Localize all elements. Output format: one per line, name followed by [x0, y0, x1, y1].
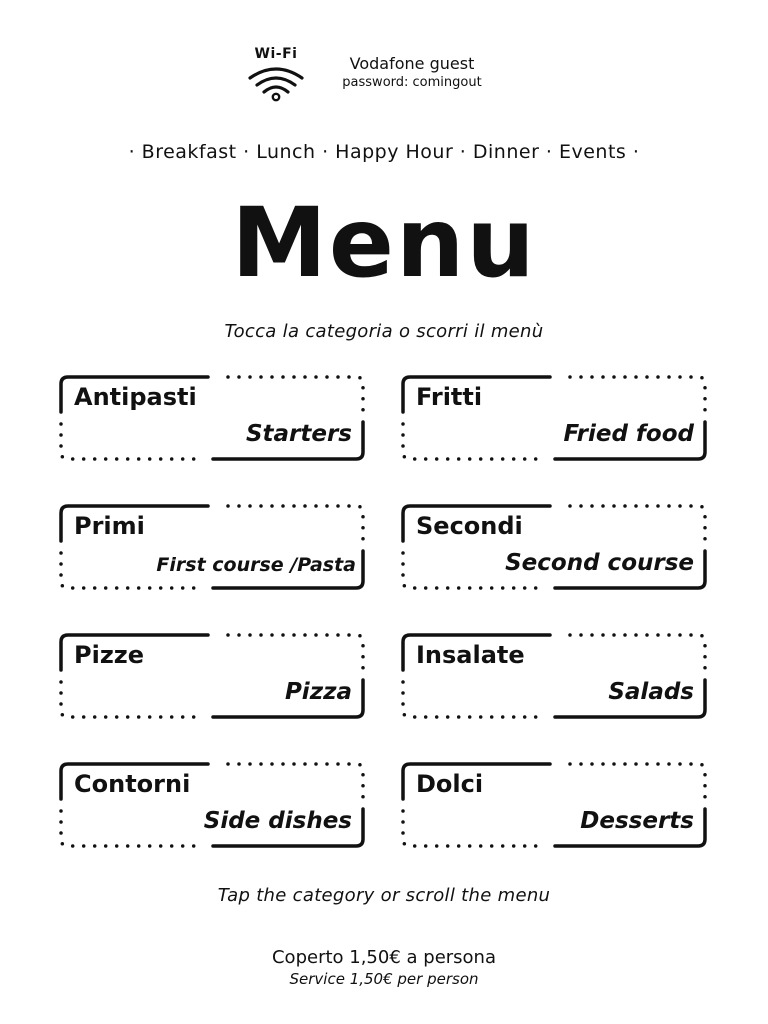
category-card-dolci[interactable]: [400, 761, 708, 849]
category-name-it: Insalate: [416, 641, 525, 669]
category-name-en: Pizza: [284, 679, 352, 705]
wifi-info: [312, 54, 512, 92]
services-line: · Breakfast · Lunch · Happy Hour · Dinner · Events ·: [128, 141, 640, 163]
category-card-contorni[interactable]: [58, 761, 366, 849]
page-title: Menu: [231, 187, 537, 299]
category-name-it: Dolci: [416, 770, 484, 798]
wifi-icon: [247, 66, 305, 102]
category-name-it: Contorni: [74, 770, 191, 798]
subtitle-hint: Tocca la categoria o scorri il menù: [224, 321, 544, 342]
wifi-network-name: Vodafone guest: [349, 54, 475, 73]
category-card-secondi[interactable]: [400, 503, 708, 591]
category-name-en: Desserts: [580, 808, 694, 834]
category-card-antipasti[interactable]: [58, 374, 366, 462]
category-name-en: Starters: [245, 421, 352, 447]
service-charge: Service 1,50€ per person: [289, 970, 479, 988]
category-name-it: Antipasti: [74, 383, 197, 411]
wifi-block: [246, 46, 306, 102]
category-name-it: Pizze: [74, 641, 145, 669]
category-card-pizze[interactable]: [58, 632, 366, 720]
category-card-primi[interactable]: [58, 503, 366, 591]
category-name-en: Salads: [608, 679, 694, 705]
category-card-insalate[interactable]: [400, 632, 708, 720]
footer-tap-hint: Tap the category or scroll the menu: [217, 885, 551, 906]
category-name-en: First course /Pasta: [156, 554, 356, 576]
cover-charge: Coperto 1,50€ a persona: [271, 947, 496, 968]
category-name-it: Primi: [74, 512, 145, 540]
wifi-label: Wi-Fi: [254, 46, 298, 62]
category-card-fritti[interactable]: [400, 374, 708, 462]
category-name-it: Fritti: [416, 383, 483, 411]
category-name-en: Second course: [505, 550, 694, 576]
category-name-en: Fried food: [563, 421, 694, 447]
wifi-password: password: comingout: [342, 75, 482, 90]
category-name-en: Side dishes: [203, 808, 352, 834]
category-name-it: Secondi: [416, 512, 523, 540]
